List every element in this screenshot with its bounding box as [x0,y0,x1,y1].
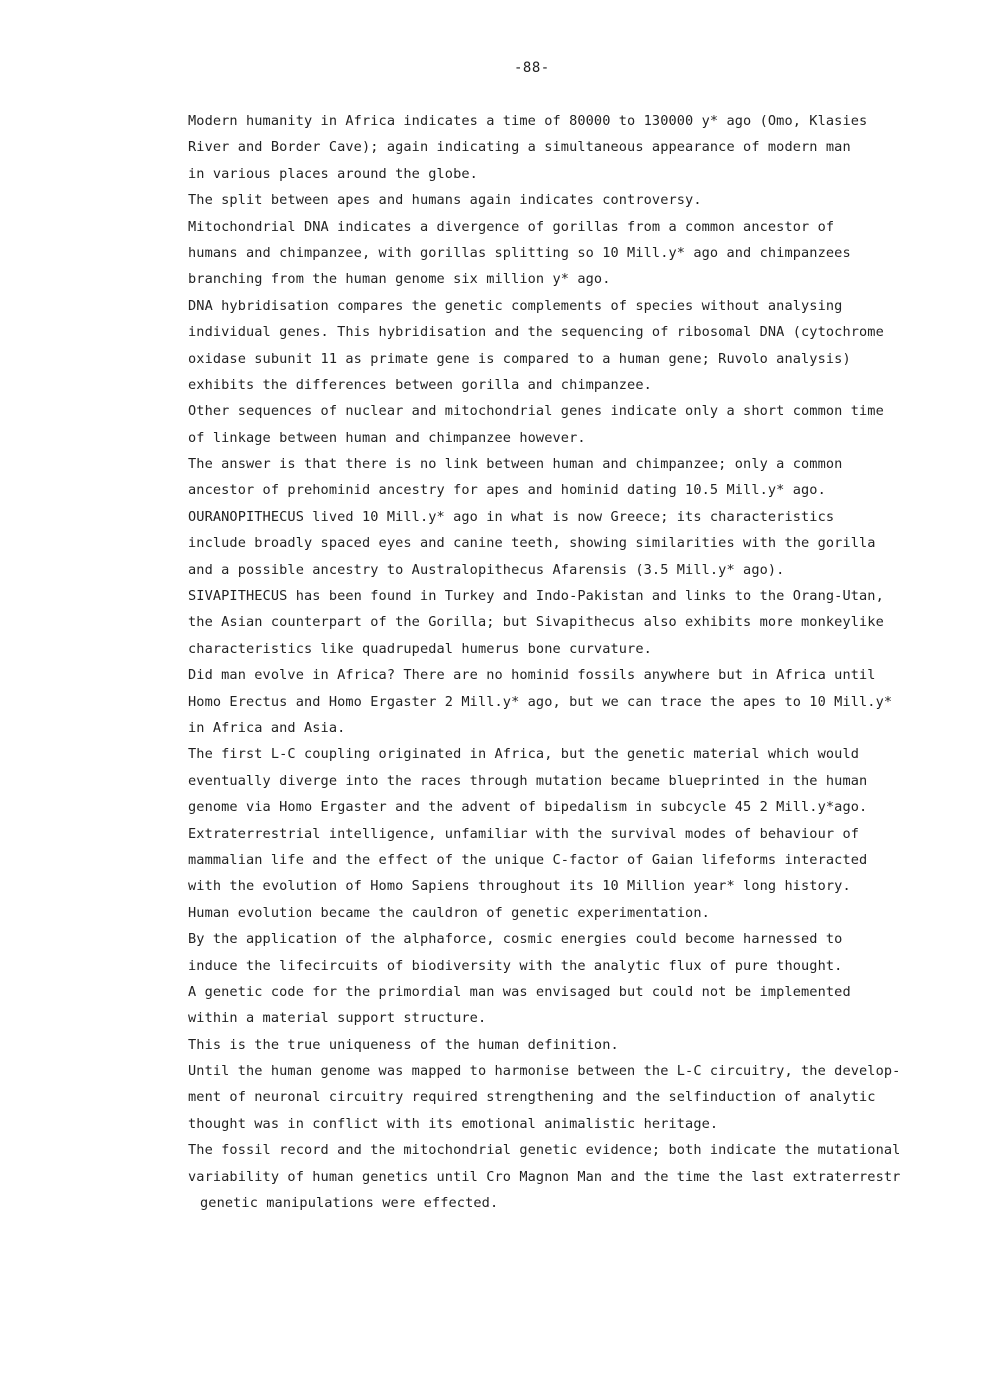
text-line: River and Border Cave); again indicating a simultaneous appearance of modern man [188,139,851,156]
text-line: Mitochondrial DNA indicates a divergence of gorillas from a common ancestor of [188,218,835,235]
text-line: with the evolution of Homo Sapiens throughout its 10 Million year* long history. [188,878,851,895]
text-line: humans and chimpanzee, with gorillas splitting so 10 Mill.y* ago and chimpanzees [188,244,851,261]
text-line: ancestor of prehominid ancestry for apes and hominid dating 10.5 Mill.y* ago. [188,482,826,499]
text-line: include broadly spaced eyes and canine teeth, showing similarities with the gorilla [188,535,876,552]
text-line: ment of neuronal circuitry required strengthening and the selfinduction of analytic [188,1089,876,1106]
text-line: Extraterrestrial intelligence, unfamiliar with the survival modes of behaviour of [188,825,860,842]
text-line: within a material support structure. [188,1010,487,1027]
text-line: OURANOPITHECUS lived 10 Mill.y* ago in what is now Greece; its characteristics [188,508,835,525]
text-line: genetic manipulations were effected. [200,1195,499,1212]
text-line: in Africa and Asia. [188,719,346,736]
text-line: The split between apes and humans again indicates controversy. [188,192,702,209]
text-line: Did man evolve in Africa? There are no hominid fossils anywhere but in Africa until [188,667,876,684]
text-line: exhibits the differences between gorilla and chimpanzee. [188,376,652,393]
page-number: -88- [514,60,550,76]
text-line: Until the human genome was mapped to harmonise between the L-C circuitry, the develop- [188,1063,901,1080]
text-line: A genetic code for the primordial man was envisaged but could not be implemented [188,983,851,1000]
text-line: characteristics like quadrupedal humerus bone curvature. [188,640,652,657]
text-line: branching from the human genome six million y* ago. [188,271,611,288]
text-line: The fossil record and the mitochondrial genetic evidence; both indicate the mutational [188,1142,901,1159]
text-line: and a possible ancestry to Australopithecus Afarensis (3.5 Mill.y* ago). [188,561,785,578]
text-line: SIVAPITHECUS has been found in Turkey and Indo-Pakistan and links to the Orang-Utan, [188,588,884,605]
text-line: in various places around the globe. [188,165,478,182]
text-line: induce the lifecircuits of biodiversity with the analytic flux of pure thought. [188,957,843,974]
text-line: individual genes. This hybridisation and the sequencing of ribosomal DNA (cytochrome [188,324,884,341]
text-line: the Asian counterpart of the Gorilla; but Sivapithecus also exhibits more monkeylike [188,614,884,631]
text-line: Other sequences of nuclear and mitochondrial genes indicate only a short common time [188,403,884,420]
text-line: The first L-C coupling originated in Africa, but the genetic material which would [188,746,860,763]
text-line: genome via Homo Ergaster and the advent of bipedalism in subcycle 45 2 Mill.y*ago. [188,799,868,816]
text-line: Modern humanity in Africa indicates a time of 80000 to 130000 y* ago (Omo, Klasies [188,113,868,129]
text-line: of linkage between human and chimpanzee however. [188,429,586,446]
text-line: This is the true uniqueness of the human definition. [188,1036,619,1053]
text-line: eventually diverge into the races through mutation became blueprinted in the human [188,772,868,789]
body-text [188,108,938,1216]
text-line: thought was in conflict with its emotional animalistic heritage. [188,1115,719,1132]
text-line: Human evolution became the cauldron of genetic experimentation. [188,904,710,921]
text-line: variability of human genetics until Cro Magnon Man and the time the last extraterrestr [188,1168,901,1185]
text-line: oxidase subunit 11 as primate gene is compared to a human gene; Ruvolo analysis) [188,350,851,367]
text-line: The answer is that there is no link between human and chimpanzee; only a common [188,456,843,473]
text-line: DNA hybridisation compares the genetic complements of species without analysing [188,297,843,314]
text-line: By the application of the alphaforce, cosmic energies could become harnessed to [188,931,843,948]
text-line: Homo Erectus and Homo Ergaster 2 Mill.y* ago, but we can trace the apes to 10 Mill.y* [188,693,893,710]
text-line: mammalian life and the effect of the unique C-factor of Gaian lifeforms interacted [188,851,868,868]
